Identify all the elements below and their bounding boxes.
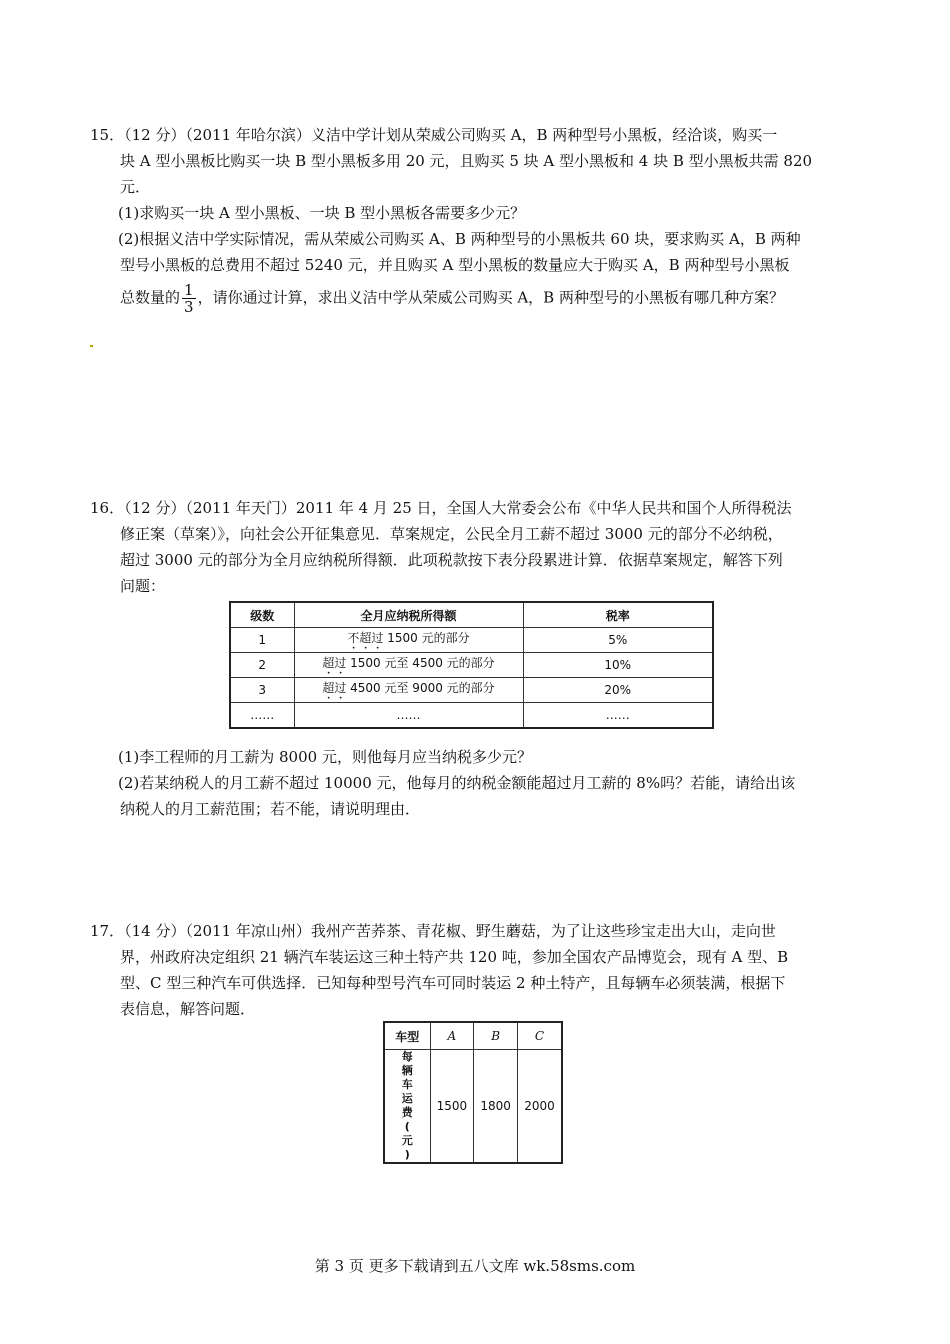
q16-line-1: 16．（12 分）（2011 年天门）2011 年 4 月 25 日，全国人大常委会公布《中华人民共和国个人所得税法	[90, 499, 792, 517]
table-row	[384, 1050, 562, 1164]
vertical-label-char: (	[404, 1120, 410, 1133]
cell-level: 3	[230, 678, 294, 703]
q16-part-2-line-1: (2)若某纳税人的月工薪不超过 10000 元，他每月的纳税金额能超过月工薪的 8%吗？若能，请给出该	[118, 774, 796, 792]
header-rate: 税率	[523, 602, 713, 628]
question-15	[90, 122, 870, 315]
cell-income: ……	[294, 703, 523, 729]
q17-line-3: 型、C 型三种汽车可供选择．已知每种型号汽车可同时装运 2 种土特产，且每辆车必须装满，根据下	[120, 974, 786, 992]
question-16-parts	[90, 744, 870, 822]
emphasis-text: 超过	[322, 680, 347, 695]
fraction-denominator: 3	[184, 298, 194, 316]
vertical-label-char: )	[404, 1148, 410, 1161]
vertical-label-char: 每	[401, 1050, 413, 1063]
header-type-a: A	[430, 1022, 474, 1050]
q17-line-2: 界，州政府决定组织 21 辆汽车装运这三种土特产共 120 吨，参加全国农产品博览会，现有 A 型、B	[120, 948, 789, 966]
cell-cost-b: 1800	[474, 1050, 518, 1164]
header-vehicle-type: 车型	[384, 1022, 430, 1050]
vehicle-cost-table	[383, 1021, 563, 1164]
header-type-c: C	[518, 1022, 562, 1050]
q16-line-3: 超过 3000 元的部分为全月应纳税所得额．此项税款按下表分段累进计算．依据草案规定，解答下列	[120, 551, 783, 569]
cell-rate: ……	[523, 703, 713, 729]
vertical-label-char: 车	[401, 1078, 413, 1091]
q15-part-2-line-3	[90, 282, 870, 315]
q15-line-1: 15．（12 分）（2011 年哈尔滨）义洁中学计划从荣威公司购买 A，B 两种型号小黑板，经洽谈，购买一	[90, 126, 778, 144]
cell-income	[294, 628, 523, 653]
income-text: 1500 元的部分	[383, 630, 470, 645]
tax-rate-table	[229, 601, 714, 729]
vertical-label-char: 运	[401, 1092, 413, 1105]
table-row	[230, 678, 713, 703]
vertical-label-char: 元	[401, 1134, 413, 1147]
header-type-b: B	[474, 1022, 518, 1050]
q15-part-2-line-1: (2)根据义洁中学实际情况，需从荣威公司购买 A、B 两种型号的小黑板共 60 块，要求购买 A，B 两种	[118, 230, 801, 248]
table-row	[230, 703, 713, 729]
q15-line-3: 元．	[120, 178, 151, 196]
income-text: 1500 元至 4500 元的部分	[346, 655, 495, 670]
q16-line-4: 问题：	[120, 577, 166, 595]
page-footer: 第 3 页 更多下载请到五八文库 wk.58sms.com	[314, 1257, 636, 1275]
fraction-numerator: 1	[184, 281, 194, 299]
header-level: 级数	[230, 602, 294, 628]
emphasis-text: 超过	[322, 655, 347, 670]
q15-part-2-line-3-before: 总数量的	[120, 288, 181, 307]
cell-rate: 5%	[523, 628, 713, 653]
vertical-label-char: 费	[401, 1106, 413, 1119]
cell-level: 2	[230, 653, 294, 678]
vertical-label-char: 辆	[401, 1064, 413, 1077]
vertical-label	[385, 1050, 430, 1162]
cell-income	[294, 678, 523, 703]
table-header-row	[230, 602, 713, 628]
q17-line-1: 17．（14 分）（2011 年凉山州）我州产苦荞茶、青花椒、野生蘑菇，为了让这些珍宝走出大山，走向世	[90, 922, 776, 940]
cell-level: ……	[230, 703, 294, 729]
q16-part-2-line-2: 纳税人的月工薪范围；若不能，请说明理由．	[120, 800, 421, 818]
cell-rate: 20%	[523, 678, 713, 703]
cell-income	[294, 653, 523, 678]
cell-level: 1	[230, 628, 294, 653]
header-taxable-income: 全月应纳税所得额	[294, 602, 523, 628]
cell-cost-c: 2000	[518, 1050, 562, 1164]
q15-line-2: 块 A 型小黑板比购买一块 B 型小黑板多用 20 元，且购买 5 块 A 型小黑板和 4 块 B 型小黑板共需 820	[120, 152, 813, 170]
table-row	[230, 653, 713, 678]
table-row	[230, 628, 713, 653]
cell-rate: 10%	[523, 653, 713, 678]
cell-cost-a: 1500	[430, 1050, 474, 1164]
q15-part-1: (1)求购买一块 A 型小黑板、一块 B 型小黑板各需要多少元？	[118, 204, 526, 222]
row-label-cost	[384, 1050, 430, 1164]
stray-mark	[90, 345, 93, 347]
q16-part-1: (1)李工程师的月工薪为 8000 元，则他每月应当纳税多少元？	[118, 748, 532, 766]
income-text: 4500 元至 9000 元的部分	[346, 680, 495, 695]
question-17	[90, 918, 870, 1022]
q15-part-2-line-2: 型号小黑板的总费用不超过 5240 元，并且购买 A 型小黑板的数量应大于购买 A，B 两种型号小黑板	[120, 256, 790, 274]
q15-part-2-line-3-after: ，请你通过计算，求出义洁中学从荣威公司购买 A，B 两种型号的小黑板有哪几种方案？	[197, 288, 784, 307]
q16-line-2: 修正案（草案）》，向社会公开征集意见．草案规定，公民全月工薪不超过 3000 元的部分不必纳税，	[120, 525, 783, 543]
fraction-one-third	[182, 282, 196, 315]
table-header-row	[384, 1022, 562, 1050]
q17-line-4: 表信息，解答问题．	[120, 1000, 256, 1018]
question-16	[90, 495, 870, 599]
emphasis-text: 不超过	[347, 630, 384, 645]
